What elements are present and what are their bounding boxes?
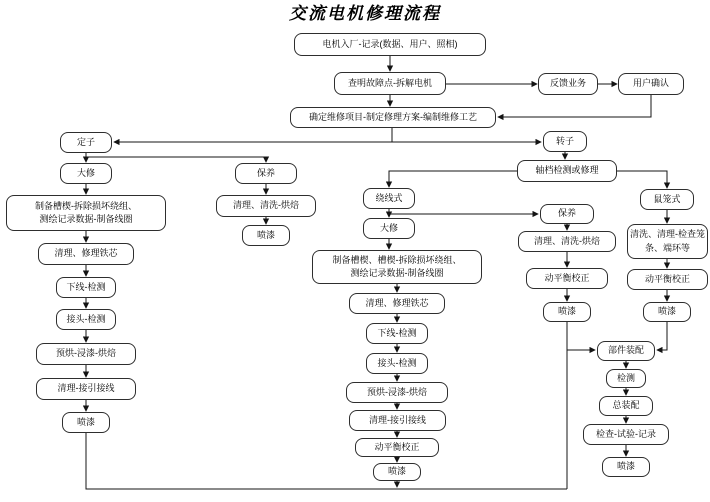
- flow-node-rotor-core: [349, 293, 445, 314]
- flow-node-assembly: [597, 341, 655, 361]
- flow-node-stator-wind: [56, 277, 116, 298]
- flow-node-rotor-overhaul: [363, 218, 415, 239]
- flow-node-label: 制备槽楔、槽楔-拆除损坏绕组、: [332, 254, 462, 265]
- flow-node-shaft-check: [517, 160, 617, 182]
- flow-node-label: 预烘-浸漆-烘焙: [367, 386, 427, 397]
- flow-node-label: 检查-试验-记录: [596, 428, 656, 439]
- flow-node-cage-type: [640, 189, 694, 210]
- flow-node-rotor-maint-clean: [518, 231, 616, 252]
- flow-node-label: 喷漆: [387, 466, 406, 477]
- flow-node-final-paint: [602, 457, 650, 477]
- flow-node-stator-maint-paint: [242, 225, 290, 246]
- flow-node-label: 下线-检测: [66, 281, 106, 292]
- flow-node-label: 清理-接引接线: [57, 383, 115, 394]
- flow-node-label: 轴档检测或修理: [535, 165, 599, 176]
- flow-node-label: 动平衡校正: [644, 273, 690, 284]
- flow-node-wound-type: [363, 188, 415, 209]
- flow-node-rotor-joint: [366, 353, 428, 374]
- flow-node-final-assembly: [599, 396, 653, 416]
- flow-node-stator: [60, 132, 112, 153]
- flow-node-cage-paint: [643, 302, 691, 322]
- flow-node-label: 清洗、清理-检查笼: [630, 229, 705, 240]
- flow-node-label: 用户确认: [632, 78, 669, 89]
- flow-node-label: 下线-检测: [377, 327, 417, 338]
- flow-node-label: 喷漆: [256, 229, 275, 240]
- flow-node-label: 条、端环等: [644, 242, 690, 253]
- flow-node-rotor-maint-paint: [543, 302, 591, 322]
- flow-node-label: 保养: [256, 167, 275, 178]
- flow-node-stator-prep: [6, 195, 166, 231]
- flow-node-label: 清理、清洗-烘焙: [233, 200, 299, 211]
- flow-connector-shaft-to-wound: [389, 171, 517, 187]
- flow-node-label: 清理、清洗-烘焙: [534, 235, 600, 246]
- flow-node-label: 大修: [379, 222, 398, 233]
- flow-node-label: 部件装配: [607, 345, 644, 356]
- flow-node-stator-maint: [235, 163, 297, 184]
- flow-node-label: 大修: [76, 167, 95, 178]
- flow-node-rotor-maint: [540, 204, 594, 224]
- flow-connector-stator-to-maint: [86, 157, 266, 162]
- flow-node-label: 定子: [76, 136, 95, 147]
- flow-node-label: 反馈业务: [549, 78, 586, 89]
- flow-node-check-test-record: [583, 424, 669, 445]
- flow-node-label: 接头-检测: [66, 313, 106, 324]
- flow-node-label: 确定维修项目-制定修理方案-编制维修工艺: [309, 111, 477, 122]
- flow-node-stator-overhaul: [60, 163, 112, 184]
- flow-node-rotor-prep: [312, 250, 482, 284]
- flow-node-confirm: [618, 73, 684, 95]
- flow-node-label: 预烘-浸漆-烘焙: [56, 348, 116, 359]
- flow-node-label: 喷漆: [657, 306, 676, 317]
- flow-connector-plan-to-stator: [114, 128, 392, 142]
- flow-node-label: 鼠笼式: [653, 193, 681, 204]
- flow-node-intake: [294, 33, 486, 56]
- flow-node-label: 清理、修理铁芯: [54, 248, 118, 259]
- flow-node-label: 电机入厂-记录(数据、用户、照相): [322, 38, 458, 49]
- flow-node-label: 查明故障点-拆解电机: [348, 77, 432, 88]
- flow-node-label: 转子: [555, 135, 574, 146]
- flow-connector-shaft-to-cage: [617, 171, 667, 188]
- flow-node-inspect: [334, 72, 446, 95]
- flow-node-label: 检测: [616, 372, 635, 383]
- flow-node-label: 接头-检测: [377, 357, 417, 368]
- flow-node-label: 测绘记录数据-制备线圈: [350, 268, 444, 278]
- flow-node-rotor-bake: [346, 382, 448, 403]
- flow-node-label: 动平衡校正: [544, 272, 590, 283]
- flow-connector-cpaint-to-assembly: [657, 322, 667, 350]
- flow-node-cage-clean: [627, 224, 708, 259]
- flow-node-rotor: [543, 131, 587, 152]
- flow-node-rotor-balance: [355, 438, 439, 457]
- flow-node-stator-joint: [56, 309, 116, 330]
- flow-node-cage-balance: [627, 269, 708, 290]
- flow-node-label: 清理、修理铁芯: [365, 297, 429, 308]
- flow-node-rotor-paint: [373, 463, 421, 481]
- flow-node-label: 喷漆: [616, 461, 635, 472]
- flow-connector-collector-bottom: [86, 433, 567, 489]
- flow-node-stator-core: [38, 243, 134, 265]
- flow-node-stator-bake: [36, 343, 136, 365]
- flow-node-feedback: [538, 73, 598, 95]
- flow-node-label: 制备槽楔-拆除损坏绕组、: [35, 200, 137, 211]
- flow-node-rotor-maint-balance: [526, 268, 608, 289]
- flow-node-stator-lead: [36, 378, 136, 400]
- flow-node-label: 清理-接引接线: [369, 414, 426, 425]
- flow-node-label: 喷漆: [76, 416, 95, 427]
- flow-node-label: 总装配: [612, 400, 640, 411]
- flow-node-label: 测绘记录数据-制备线圈: [39, 214, 133, 224]
- flow-node-label: 绕线式: [375, 192, 403, 203]
- flow-node-rotor-wind: [366, 323, 428, 344]
- flow-node-testing: [606, 369, 646, 388]
- flow-node-stator-maint-clean: [216, 195, 316, 217]
- flow-node-label: 保养: [557, 208, 576, 219]
- flow-node-label: 动平衡校正: [374, 441, 420, 452]
- flow-connector-confirm-to-plan: [498, 95, 651, 117]
- flow-node-label: 喷漆: [557, 306, 576, 317]
- flow-node-stator-paint: [62, 412, 110, 433]
- flow-node-plan: [290, 107, 496, 128]
- page-title: 交流电机修理流程: [289, 4, 441, 24]
- flow-node-rotor-lead: [349, 410, 446, 431]
